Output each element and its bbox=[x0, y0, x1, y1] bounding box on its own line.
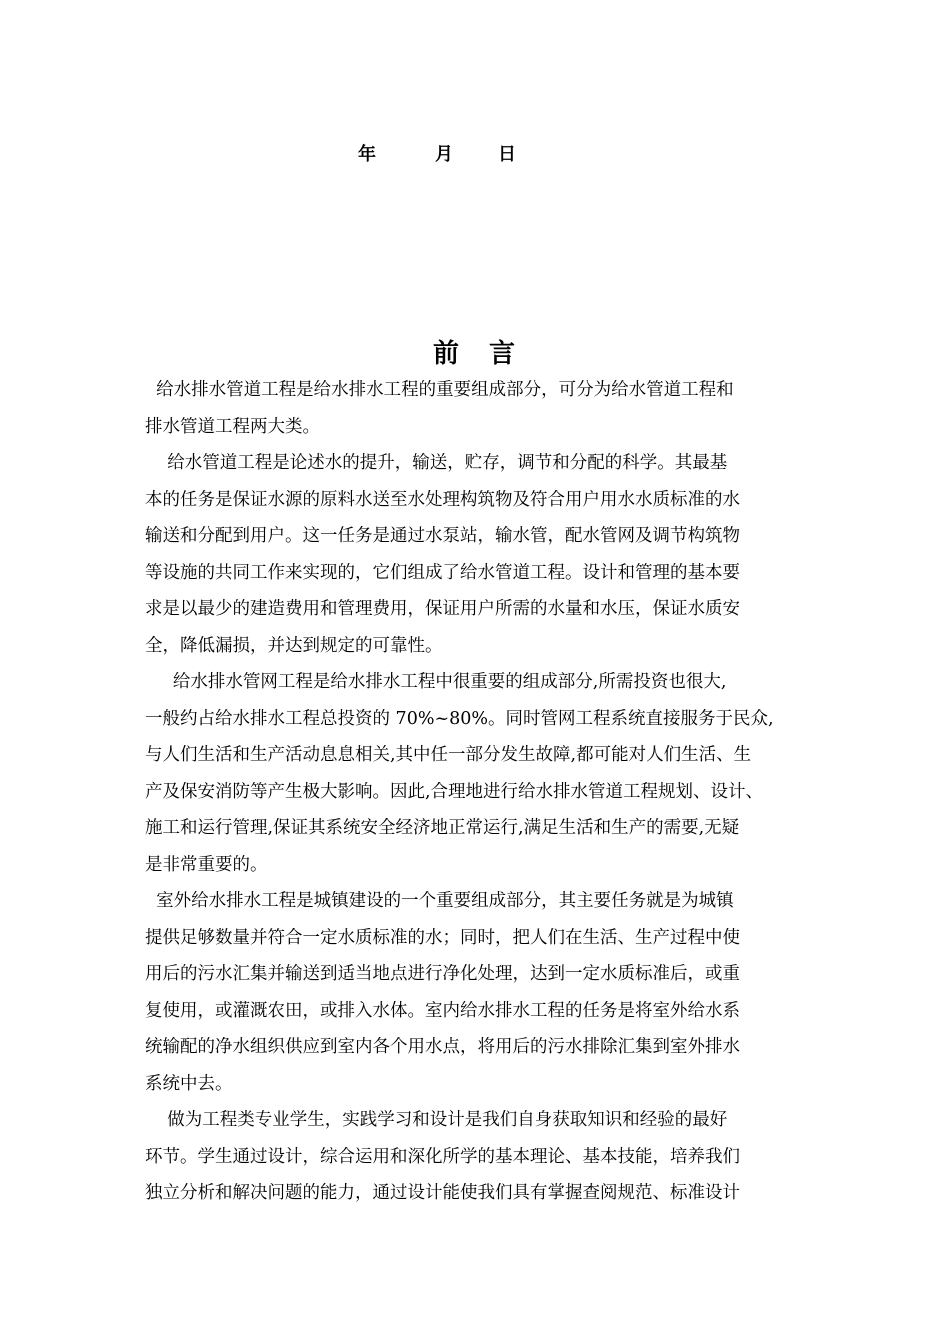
paragraph-line: 本的任务是保证水源的原料水送至水处理构筑物及符合用户用水水质标准的水 bbox=[145, 489, 740, 510]
page-title: 前言 bbox=[432, 339, 545, 369]
paragraph-3 bbox=[145, 664, 810, 883]
date-month: 月 bbox=[435, 144, 453, 165]
paragraph-line: 求是以最少的建造费用和管理费用，保证用户所需的水量和水压，保证水质安 bbox=[145, 599, 740, 619]
paragraph-line: 输送和分配到用户。这一任务是通过水泵站，输水管，配水管网及调节构筑物 bbox=[145, 526, 740, 546]
paragraph-line: 排水管道工程两大类。 bbox=[145, 416, 320, 437]
paragraph-1 bbox=[145, 372, 810, 445]
paragraph-line: 用后的污水汇集并输送到适当地点进行净化处理，达到一定水质标准后，或重 bbox=[145, 964, 740, 984]
paragraph-4 bbox=[145, 883, 810, 1102]
paragraph-line: 与人们生活和生产活动息息相关,其中任一部分发生故障,都可能对人们生活、生 bbox=[145, 745, 752, 765]
paragraph-line: 产及保安消防等产生极大影响。因此,合理地进行给水排水管道工程规划、设计、 bbox=[145, 781, 764, 802]
paragraph-2 bbox=[145, 445, 810, 664]
paragraph-line: 施工和运行管理,保证其系统安全经济地正常运行,满足生活和生产的需要,无疑 bbox=[145, 818, 740, 838]
body-text bbox=[145, 372, 810, 1212]
paragraph-line: 等设施的共同工作来实现的，它们组成了给水管道工程。设计和管理的基本要 bbox=[145, 562, 740, 583]
paragraph-line: 一般约占给水排水工程总投资的 70%~80%。同时管网工程系统直接服务于民众, bbox=[145, 708, 774, 729]
paragraph-line: 全，降低漏损，并达到规定的可靠性。 bbox=[145, 635, 443, 656]
paragraph-line: 做为工程类专业学生，实践学习和设计是我们自身获取知识和经验的最好 bbox=[145, 1110, 728, 1130]
date-line bbox=[350, 140, 550, 166]
paragraph-line: 系统中去。 bbox=[145, 1073, 233, 1094]
date-day: 日 bbox=[498, 144, 516, 165]
paragraph-line: 室外给水排水工程是城镇建设的一个重要组成部分，其主要任务就是为城镇 bbox=[145, 891, 734, 911]
paragraph-line: 是非常重要的。 bbox=[145, 854, 268, 875]
paragraph-line: 复使用，或灌溉农田，或排入水体。室内给水排水工程的任务是将室外给水系 bbox=[145, 1000, 740, 1021]
paragraph-line: 统输配的净水组织供应到室内各个用水点，将用后的污水排除汇集到室外排水 bbox=[145, 1037, 740, 1057]
paragraph-5 bbox=[145, 1102, 810, 1212]
paragraph-line: 给水排水管道工程是给水排水工程的重要组成部分，可分为给水管道工程和 bbox=[145, 380, 734, 400]
paragraph-line: 给水管道工程是论述水的提升，输送，贮存，调节和分配的科学。其最基 bbox=[145, 453, 728, 473]
date-year: 年 bbox=[358, 144, 376, 165]
paragraph-line: 环节。学生通过设计，综合运用和深化所学的基本理论、基本技能，培养我们 bbox=[145, 1146, 740, 1167]
paragraph-line: 独立分析和解决问题的能力，通过设计能使我们具有掌握查阅规范、标准设计 bbox=[145, 1183, 740, 1203]
paragraph-line: 给水排水管网工程是给水排水工程中很重要的组成部分,所需投资也很大, bbox=[145, 672, 727, 692]
paragraph-line: 提供足够数量并符合一定水质标准的水；同时，把人们在生活、生产过程中使 bbox=[145, 927, 740, 948]
